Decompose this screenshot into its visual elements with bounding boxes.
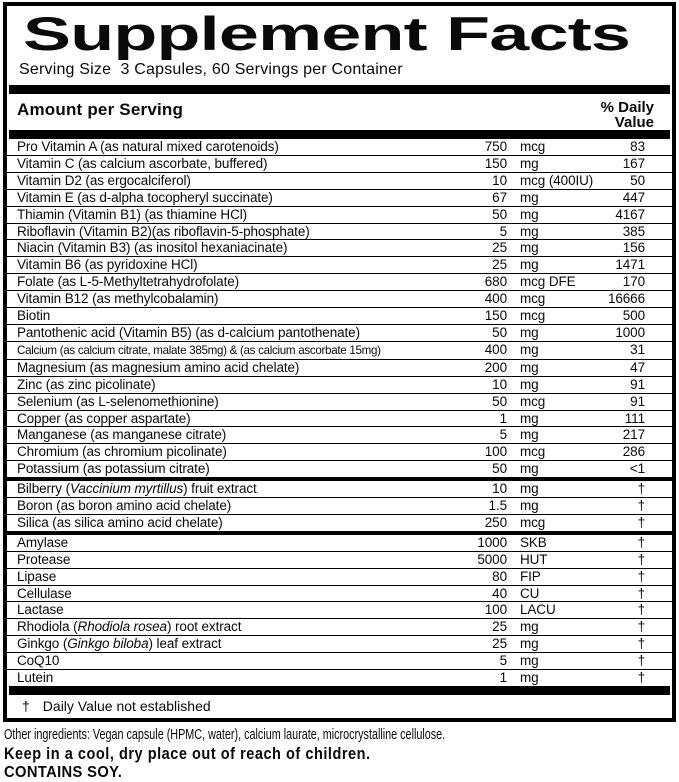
nutrient-daily-value: † [637,481,645,497]
other-ingredients-text: Other ingredients: Vegan capsule (HPMC, water), calcium laurate, microcrystalline cellulose. [4,726,446,743]
thick-rule-top [9,85,670,94]
percent-daily-value-header [601,100,654,130]
nutrient-daily-value: 83 [630,139,645,154]
nutrient-daily-value: 217 [622,427,645,443]
nutrient-daily-value: † [637,568,645,584]
nutrient-name: Bilberry (Vaccinium myrtillus) fruit extract [17,481,257,497]
allergen-warning-text: CONTAINS SOY. [4,764,123,781]
nutrient-unit: mcg [520,291,546,307]
nutrient-unit: mg [520,341,539,357]
table-row [7,324,672,341]
nutrient-amount: 40 [492,585,507,601]
table-row [7,601,672,618]
nutrient-daily-value: † [637,602,645,618]
table-row [7,551,672,568]
table-row [7,652,672,669]
nutrient-name: Lipase [17,568,57,584]
nutrient-daily-value: † [637,653,645,669]
nutrient-name: Riboflavin (Vitamin B2)(as riboflavin-5-phosphate) [17,223,310,239]
nutrient-unit: mg [520,498,539,514]
nutrient-name: Amylase [17,534,69,550]
nutrient-daily-value: † [637,514,645,530]
nutrient-unit: FIP [520,568,541,584]
table-row [7,256,672,273]
nutrient-unit: mg [520,461,539,477]
table-row [7,514,672,531]
nutrient-name: Magnesium (as magnesium amino acid chelate) [17,359,300,375]
table-row [7,139,672,155]
nutrient-name: Cellulase [17,585,72,601]
nutrient-unit: mcg [520,308,546,324]
nutrient-unit: mg [520,240,539,256]
nutrient-unit: mg [520,619,539,635]
nutrient-amount: 25 [492,257,507,273]
nutrient-amount: 5 [499,223,507,239]
table-row [7,531,672,551]
table-row [7,393,672,410]
nutrient-amount: 5000 [477,551,507,567]
table-row [7,307,672,324]
nutrient-name: Vitamin D2 (as ergocalciferol) [17,172,191,188]
table-row [7,273,672,290]
nutrient-name: Chromium (as chromium picolinate) [17,444,227,460]
table-row [7,443,672,460]
nutrient-amount: 250 [484,514,507,530]
table-row [7,206,672,223]
nutrient-unit: LACU [520,602,556,618]
nutrient-unit: mg [520,670,539,686]
nutrient-name: Folate (as L-5-Methyltetrahydrofolate) [17,274,240,290]
nutrient-amount: 80 [492,568,507,584]
nutrient-daily-value: 16666 [607,291,645,307]
nutrient-name: Boron (as boron amino acid chelate) [17,498,232,514]
nutrient-name: Manganese (as manganese citrate) [17,427,227,443]
table-row [7,189,672,206]
nutrient-amount: 1000 [477,534,507,550]
nutrient-daily-value: † [637,619,645,635]
nutrient-daily-value: 286 [622,444,645,460]
nutrient-amount: 25 [492,619,507,635]
thick-rule-header [9,130,670,139]
table-row [7,376,672,393]
nutrient-name: Selenium (as L-selenomethionine) [17,393,219,409]
table-row [7,460,672,477]
thick-rule-footnote [9,686,670,695]
nutrient-name: Lutein [17,670,54,686]
nutrient-amount: 200 [484,359,507,375]
nutrient-name: Vitamin E (as d-alpha tocopheryl succinate) [17,189,273,205]
nutrient-amount: 50 [492,324,507,340]
nutrient-amount: 50 [492,393,507,409]
dagger-symbol: † [22,698,30,714]
supplement-facts-panel [3,2,676,722]
nutrient-name: CoQ10 [17,653,60,669]
nutrient-amount: 1 [499,410,507,426]
nutrient-unit: mg [520,359,539,375]
nutrient-amount: 5 [499,653,507,669]
nutrient-amount: 150 [484,155,507,171]
nutrient-name: Silica (as silica amino acid chelate) [17,514,223,530]
nutrient-unit: mcg [520,393,546,409]
nutrient-unit: mg [520,206,539,222]
table-row [7,239,672,256]
nutrient-amount: 1 [499,670,507,686]
nutrient-unit: mcg (400IU) [520,172,594,188]
nutrient-unit: mg [520,481,539,497]
daily-header-line1: % Daily [600,99,654,116]
nutrient-amount: 67 [492,189,507,205]
daily-value-footnote [7,695,672,718]
nutrient-unit: mg [520,376,539,392]
nutrient-name: Vitamin C (as calcium ascorbate, buffered) [17,155,268,171]
nutrient-amount: 10 [492,376,507,392]
nutrient-name: Pantothenic acid (Vitamin B5) (as d-calcium pantothenate) [17,324,360,340]
table-row [7,426,672,443]
table-row [7,497,672,514]
nutrient-daily-value: 91 [630,393,645,409]
nutrient-name: Biotin [17,308,51,324]
nutrient-daily-value: 91 [630,376,645,392]
nutrient-daily-value: † [637,636,645,652]
nutrient-name: Niacin (Vitamin B3) (as inositol hexaniacinate) [17,240,288,256]
nutrient-daily-value: 447 [622,189,645,205]
nutrient-amount: 150 [484,308,507,324]
nutrient-daily-value: † [637,498,645,514]
nutrient-daily-value: 50 [630,172,645,188]
nutrient-daily-value: 4167 [615,206,645,222]
table-row [7,290,672,307]
nutrient-daily-value: 1471 [615,257,645,273]
table-row [7,618,672,635]
table-row [7,585,672,602]
nutrient-name: Protease [17,551,71,567]
nutrient-amount: 100 [484,444,507,460]
nutrient-daily-value: 170 [622,274,645,290]
nutrient-daily-value: 500 [622,308,645,324]
nutrient-amount: 680 [484,274,507,290]
nutrient-amount: 10 [492,481,507,497]
table-row [7,223,672,240]
daily-header-line2: Value [614,114,654,131]
nutrient-name: Vitamin B6 (as pyridoxine HCl) [17,257,198,273]
nutrient-amount: 100 [484,602,507,618]
table-row [7,669,672,686]
nutrient-name: Calcium (as calcium citrate, malate 385mg) & (as calcium ascorbate 15mg) [17,343,381,357]
panel-title: Supplement Facts [23,7,631,60]
nutrient-amount: 400 [484,341,507,357]
nutrient-daily-value: 31 [630,341,645,357]
nutrient-daily-value: † [637,534,645,550]
nutrient-daily-value: 156 [622,240,645,256]
nutrient-daily-value: † [637,551,645,567]
table-row [7,635,672,652]
nutrient-daily-value: † [637,585,645,601]
latin-name: Vaccinium myrtillus [70,481,184,497]
serving-size-line: Serving Size 3 Capsules, 60 Servings per Container [19,61,403,78]
storage-instructions-text: Keep in a cool, dry place out of reach of children. [4,745,371,763]
nutrient-unit: HUT [520,551,548,567]
label-footer [0,722,679,782]
nutrient-unit: mcg [520,444,546,460]
nutrient-unit: mg [520,324,539,340]
nutrient-name: Copper (as copper aspartate) [17,410,191,426]
table-row [7,172,672,189]
table-row [7,410,672,427]
nutrient-amount: 5 [499,427,507,443]
table-row [7,568,672,585]
table-row [7,477,672,497]
nutrient-amount: 400 [484,291,507,307]
nutrient-name: Zinc (as zinc picolinate) [17,376,156,392]
nutrient-unit: mg [520,189,539,205]
nutrient-amount: 50 [492,461,507,477]
table-row [7,155,672,172]
nutrient-daily-value: 167 [622,155,645,171]
nutrient-unit: mg [520,653,539,669]
footnote-text: Daily Value not established [42,698,211,714]
nutrient-daily-value: † [637,670,645,686]
latin-name: Rhodiola rosea [77,619,167,635]
nutrient-amount: 10 [492,172,507,188]
nutrient-daily-value: 1000 [615,324,645,340]
nutrient-amount: 1.5 [488,498,507,514]
amount-per-serving-header: Amount per Serving [17,100,184,119]
nutrient-daily-value: <1 [629,461,645,477]
nutrient-amount: 25 [492,240,507,256]
nutrient-unit: mg [520,223,539,239]
nutrient-unit: SKB [520,534,547,550]
nutrient-amount: 25 [492,636,507,652]
nutrient-unit: mg [520,155,539,171]
nutrient-table [7,139,672,686]
table-row [7,359,672,376]
nutrient-unit: mg [520,257,539,273]
nutrient-unit: mg [520,410,539,426]
nutrient-amount: 50 [492,206,507,222]
nutrient-unit: CU [520,585,540,601]
nutrient-unit: mcg [520,514,546,530]
nutrient-unit: mcg [520,139,546,154]
nutrient-unit: mcg DFE [520,274,576,290]
nutrient-daily-value: 111 [624,410,645,426]
nutrient-name: Lactase [17,602,64,618]
nutrient-name: Rhodiola (Rhodiola rosea) root extract [17,619,242,635]
nutrient-unit: mg [520,636,539,652]
nutrient-unit: mg [520,427,539,443]
column-header-row [7,94,672,130]
nutrient-name: Potassium (as potassium citrate) [17,461,210,477]
nutrient-name: Pro Vitamin A (as natural mixed carotenoids) [17,139,279,154]
nutrient-name: Ginkgo (Ginkgo biloba) leaf extract [17,636,222,652]
table-row [7,341,672,359]
nutrient-name: Vitamin B12 (as methylcobalamin) [17,291,219,307]
nutrient-name: Thiamin (Vitamin B1) (as thiamine HCl) [17,206,248,222]
nutrient-amount: 750 [484,139,507,154]
latin-name: Ginkgo biloba [67,636,149,652]
nutrient-daily-value: 47 [630,359,645,375]
nutrient-daily-value: 385 [622,223,645,239]
